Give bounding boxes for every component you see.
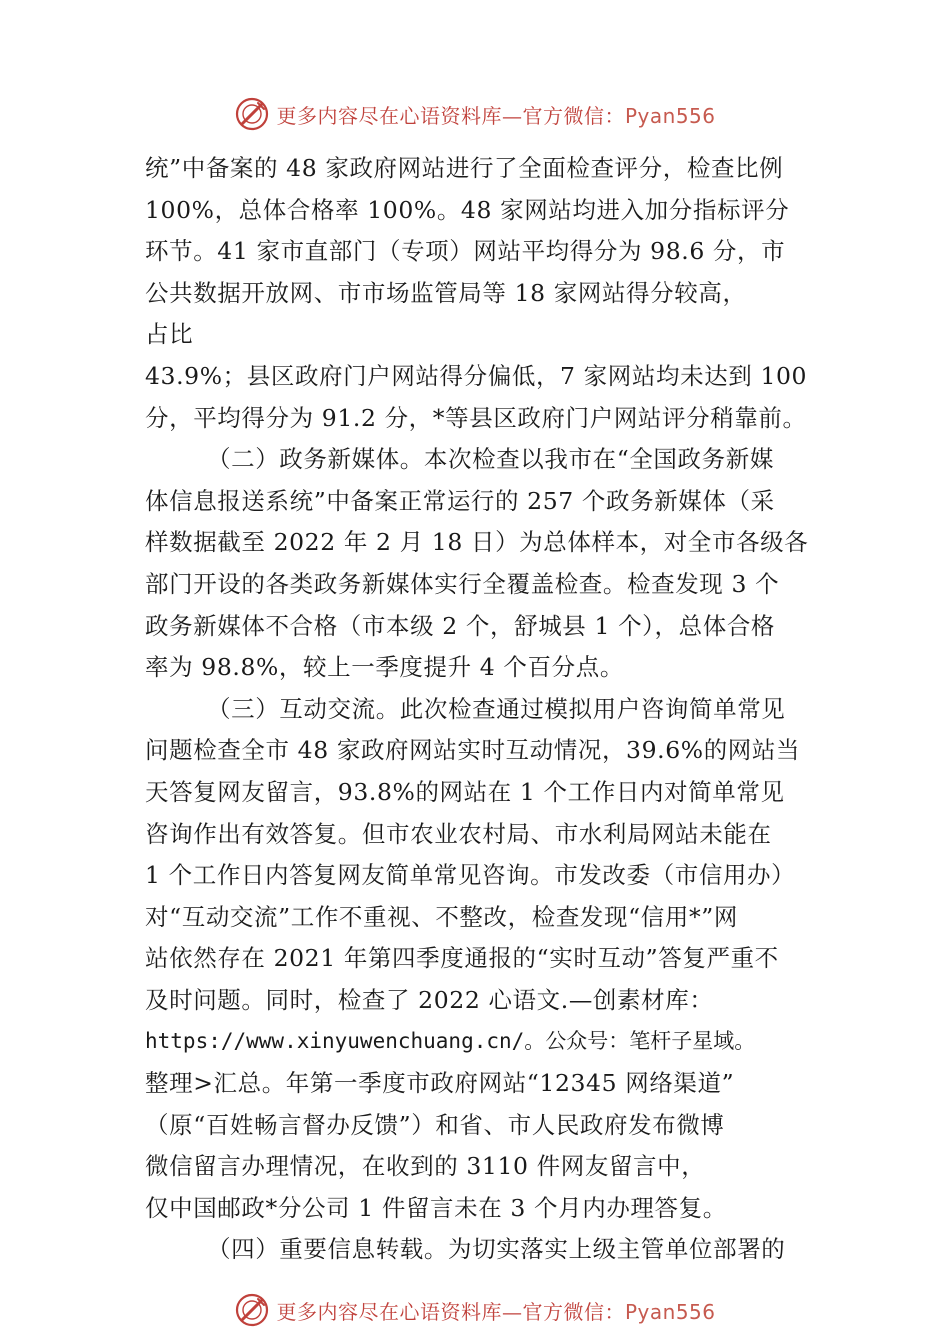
header-watermark-banner: [0, 94, 950, 134]
seal-logo-icon: [234, 1292, 270, 1328]
text-line: 政务新媒体不合格（市本级 2 个，舒城县 1 个），总体合格: [145, 611, 776, 640]
text-line-url: https://www.xinyuwenchuang.cn/。公众号：笔杆子星域。: [145, 1029, 756, 1054]
paragraph-heading-line: （四）重要信息转载。为切实落实上级主管单位部署的: [207, 1235, 786, 1264]
text-line: 占比: [145, 320, 194, 349]
text-line: 100%，总体合格率 100%。48 家网站均进入加分指标评分: [145, 195, 790, 224]
text-line: 统”中备案的 48 家政府网站进行了全面检查评分，检查比例: [145, 154, 784, 182]
text-line: 站依然存在 2021 年第四季度通报的“实时互动”答复严重不: [145, 944, 779, 973]
banner-text: 更多内容尽在心语资料库—官方微信：Pyan556: [276, 103, 716, 128]
document-body: [145, 148, 810, 1271]
text-line: 43.9%；县区政府门户网站得分偏低，7 家网站均未达到 100: [145, 361, 808, 390]
text-line: 仅中国邮政*分公司 1 件留言未在 3 个月内办理答复。: [145, 1193, 727, 1222]
text-line: 1 个工作日内答复网友简单常见咨询。市发改委（市信用办）: [145, 861, 796, 890]
text-line: 问题检查全市 48 家政府网站实时互动情况，39.6%的网站当: [145, 736, 801, 765]
text-line: 咨询作出有效答复。但市农业农村局、市水利局网站未能在: [145, 819, 772, 848]
text-line: 微信留言办理情况，在收到的 3110 件网友留言中，: [145, 1152, 706, 1181]
footer-watermark-banner: [0, 1290, 950, 1330]
text-line: 样数据截至 2022 年 2 月 18 日）为总体样本，对全市各级各: [145, 528, 809, 557]
text-line: 对“互动交流”工作不重视、不整改，检查发现“信用*”网: [145, 902, 739, 931]
banner-text: 更多内容尽在心语资料库—官方微信：Pyan556: [276, 1299, 716, 1324]
seal-logo-icon: [234, 96, 270, 132]
paragraph-heading-line: （三）互动交流。此次检查通过模拟用户咨询简单常见: [207, 694, 786, 723]
text-line: 环节。41 家市直部门（专项）网站平均得分为 98.6 分，市: [145, 237, 786, 266]
paragraph-heading-line: （二）政务新媒体。本次检查以我市在“全国政务新媒: [207, 445, 774, 474]
text-line: 天答复网友留言，93.8%的网站在 1 个工作日内对简单常见: [145, 777, 785, 806]
text-line: 率为 98.8%，较上一季度提升 4 个百分点。: [145, 653, 624, 682]
text-line: 分，平均得分为 91.2 分，*等县区政府门户网站评分稍靠前。: [145, 403, 807, 432]
text-line: 及时问题。同时，检查了 2022 心语文.—创素材库：: [145, 985, 714, 1014]
text-line: 部门开设的各类政务新媒体实行全覆盖检查。检查发现 3 个: [145, 569, 780, 598]
text-line: 体信息报送系统”中备案正常运行的 257 个政务新媒体（采: [145, 486, 775, 515]
text-line: （原“百姓畅言督办反馈”）和省、市人民政府发布微博: [145, 1110, 725, 1139]
text-line: 整理>汇总。年第一季度市政府网站“12345 网络渠道”: [145, 1069, 735, 1098]
text-line: 公共数据开放网、市市场监管局等 18 家网站得分较高，: [145, 278, 747, 307]
